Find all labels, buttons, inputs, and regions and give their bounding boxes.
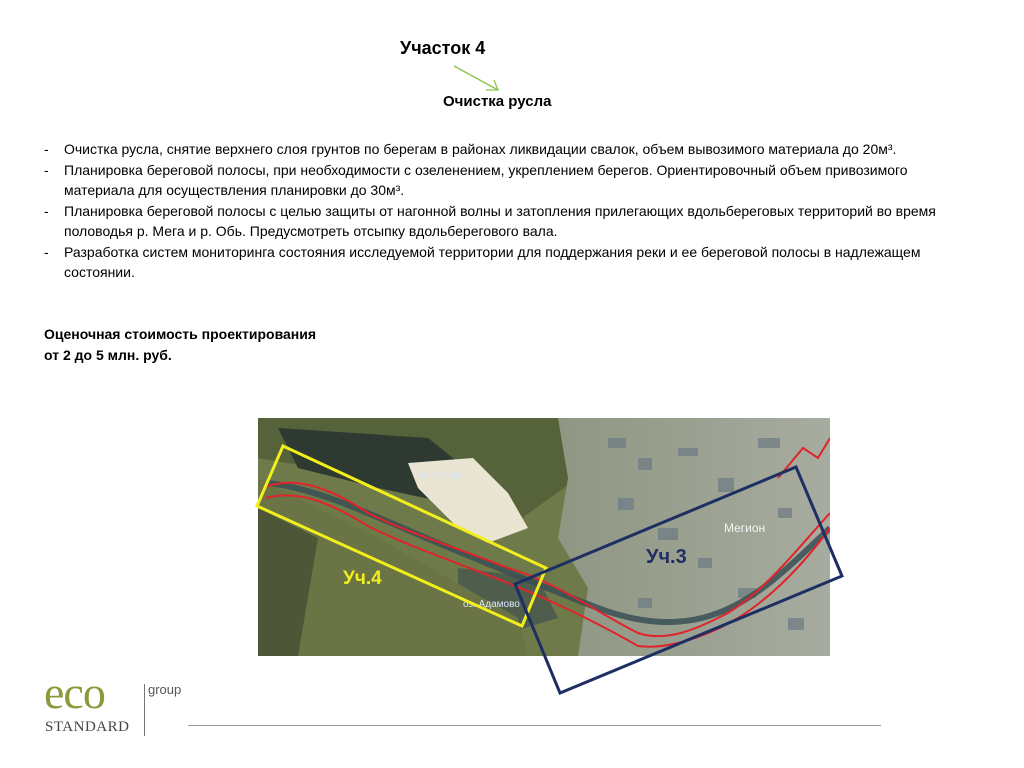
logo-divider (144, 684, 145, 736)
slide-title: Участок 4 (400, 38, 486, 58)
bullet-dash: - (44, 141, 49, 157)
lake-label-sogra: оз. Согра (418, 470, 462, 481)
slide-subtitle: Очистка русла (443, 93, 552, 110)
bullet-dash: - (44, 161, 49, 178)
cost-label: Оценочная стоимость проектирования (44, 326, 317, 342)
bullet-dash: - (44, 243, 49, 260)
footer-divider (188, 725, 881, 726)
lake-label-adamovo: оз. Адамово (463, 599, 520, 610)
bullet-text: Разработка систем мониторинга состояния исследуемой территории для поддержания реки и ее береговой полосы в надлежащем состоянии. (64, 243, 921, 280)
logo-standard-text: STANDARD (45, 719, 130, 735)
cost-value: от 2 до 5 млн. руб. (44, 347, 172, 363)
bullet-text: Очистка русла, снятие верхнего слоя грунтов по берегам в районах ликвидации свалок, объем вывозимого материала до 20м³. (64, 141, 897, 157)
section-3-label: Уч.3 (646, 546, 687, 568)
section-3-frame (515, 467, 842, 693)
city-label: Мегион (724, 521, 766, 535)
bullet-text: Планировка береговой полосы, при необходимости с озеленением, укреплением берегов. Ориентировочный объем привозимого материала для осуществления планировки до 30м³. (64, 161, 908, 198)
logo-group-text: group (148, 682, 182, 697)
logo-eco-text: eco (44, 667, 105, 718)
section-4-frame (257, 446, 546, 626)
bullet-dash: - (44, 202, 49, 219)
bullet-text: Планировка береговой полосы с целью защиты от нагонной волны и затопления прилегающих вдольбереговых территорий во время половодья р. Мега и р. Обь. Предусмотреть отсыпку вдольберегового вала. (64, 202, 936, 239)
section-4-label: Уч.4 (343, 568, 382, 589)
